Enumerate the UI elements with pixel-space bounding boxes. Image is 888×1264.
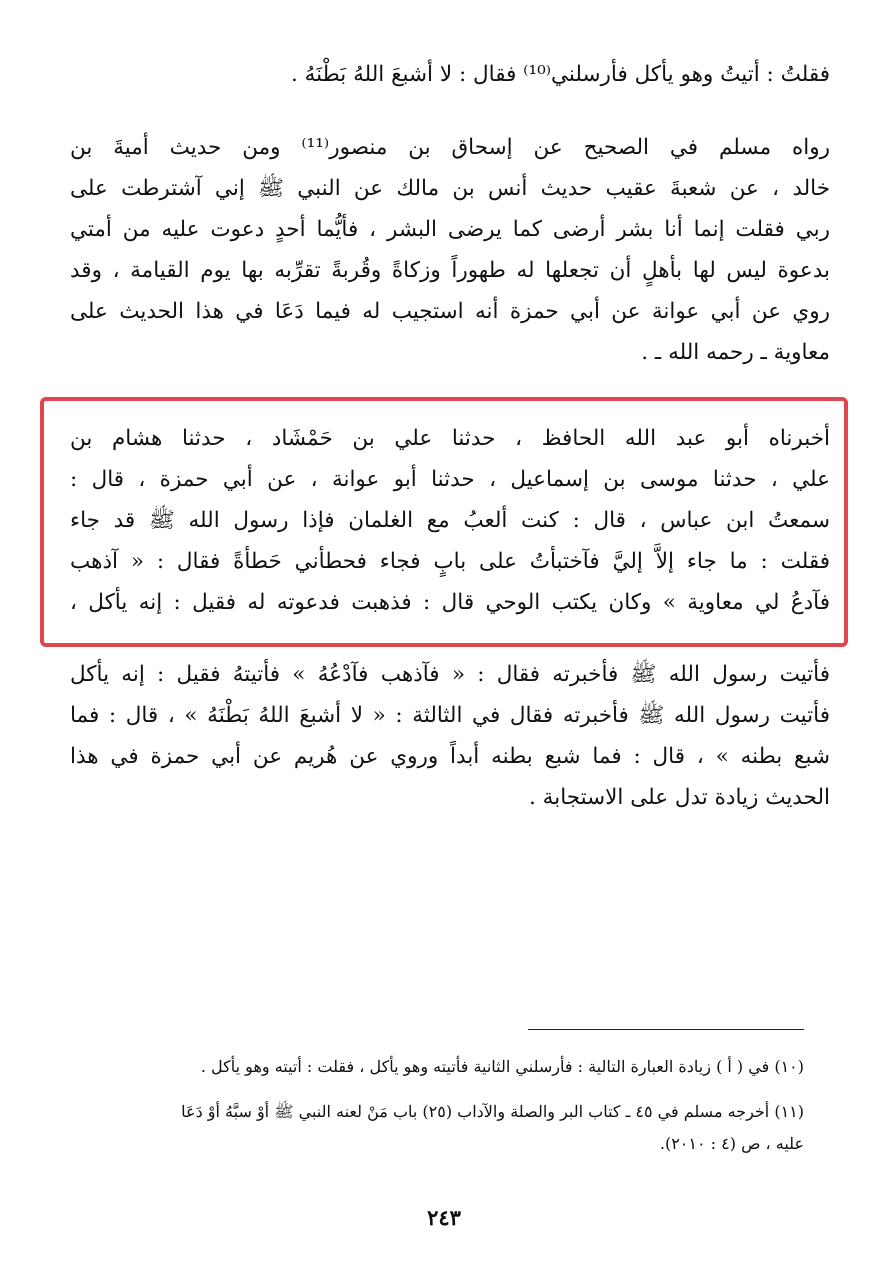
text-line: فأتيت رسول الله ﷺ فأخبرته فقال : « فآذهب فآدْعُهُ » فأتيتهُ فقيل : إنه يأكل	[70, 662, 830, 687]
text-line: الحديث زيادة تدل على الاستجابة .	[529, 785, 830, 810]
highlighted-narration-paragraph	[70, 418, 830, 623]
footnote-11	[60, 1096, 804, 1160]
text-line: فقلتُ : أتيتُ وهو يأكل فأرسلني⁽¹⁰⁾ فقال : لا أشبعَ اللهُ بَطْنَهُ .	[290, 62, 830, 87]
text-line: شبع بطنه » ، قال : فما شبع بطنه أبداً وروي عن هُريم عن أبي حمزة في هذا	[70, 744, 830, 769]
text-line: ربي فقلت إنما أنا بشر أرضى كما يرضى البشر ، فأيُّما أحدٍ دعوت عليه من أمتي	[70, 217, 830, 242]
muslim-narration-paragraph	[70, 127, 830, 373]
footnote-divider	[528, 1029, 804, 1030]
text-line: فأتيت رسول الله ﷺ فأخبرته فقال في الثالثة : « لا أشبعَ اللهُ بَطْنَهُ » ، قال : فما	[70, 703, 830, 728]
text-line: علي ، حدثنا موسى بن إسماعيل ، حدثنا أبو عوانة ، عن أبي حمزة ، قال :	[70, 467, 830, 492]
text-line: أخبرناه أبو عبد الله الحافظ ، حدثنا علي بن حَمْشَاد ، حدثنا هشام بن	[70, 426, 830, 451]
footnote-10	[60, 1051, 804, 1083]
continuation-paragraph	[70, 654, 830, 818]
footnote-line: عليه ، ص (٤ : ٢٠١٠).	[659, 1134, 804, 1153]
page-number: ٢٤٣	[427, 1205, 461, 1230]
text-line: خالد ، عن شعبةَ عقيب حديث أنس بن مالك عن النبي ﷺ إني آشترطت على	[70, 176, 830, 201]
text-line: معاوية ـ رحمه الله ـ .	[641, 340, 830, 365]
text-line: سمعتُ ابن عباس ، قال : كنت ألعبُ مع الغلمان فإذا رسول الله ﷺ قد جاء	[70, 508, 830, 533]
text-line: روي عن أبي عوانة عن أبي حمزة أنه استجيب له فيما دَعَا في هذا الحديث على	[70, 299, 830, 324]
footnote-line: (١٠) في ( أ ) زيادة العبارة التالية : فأرسلني الثانية فأتيته وهو يأكل ، فقلت : أتيته وهو يأكل .	[200, 1057, 804, 1076]
text-line: فقلت : ما جاء إلاَّ إليَّ فآختبأتُ على بابٍ فجاء فحطأني حَطأةً فقال : « آذهب	[70, 549, 830, 574]
opening-line	[70, 54, 830, 95]
text-line: فآدعُ لي معاوية » وكان يكتب الوحي قال : فذهبت فدعوته له فقيل : إنه يأكل ،	[70, 590, 830, 615]
text-line: رواه مسلم في الصحيح عن إسحاق بن منصور⁽¹¹⁾ ومن حديث أميةَ بن	[70, 135, 830, 160]
text-line: بدعوة ليس لها بأهلٍ أن تجعلها له طهوراً وزكاةً وقُربةً تقرِّبه بها يوم القيامة ، وقد	[70, 258, 830, 283]
footnote-line: (١١) أخرجه مسلم في ٤٥ ـ كتاب البر والصلة والآداب (٢٥) باب مَنْ لعنه النبي ﷺ أوْ سبَّهُ أوْ دَعَا	[181, 1102, 804, 1121]
